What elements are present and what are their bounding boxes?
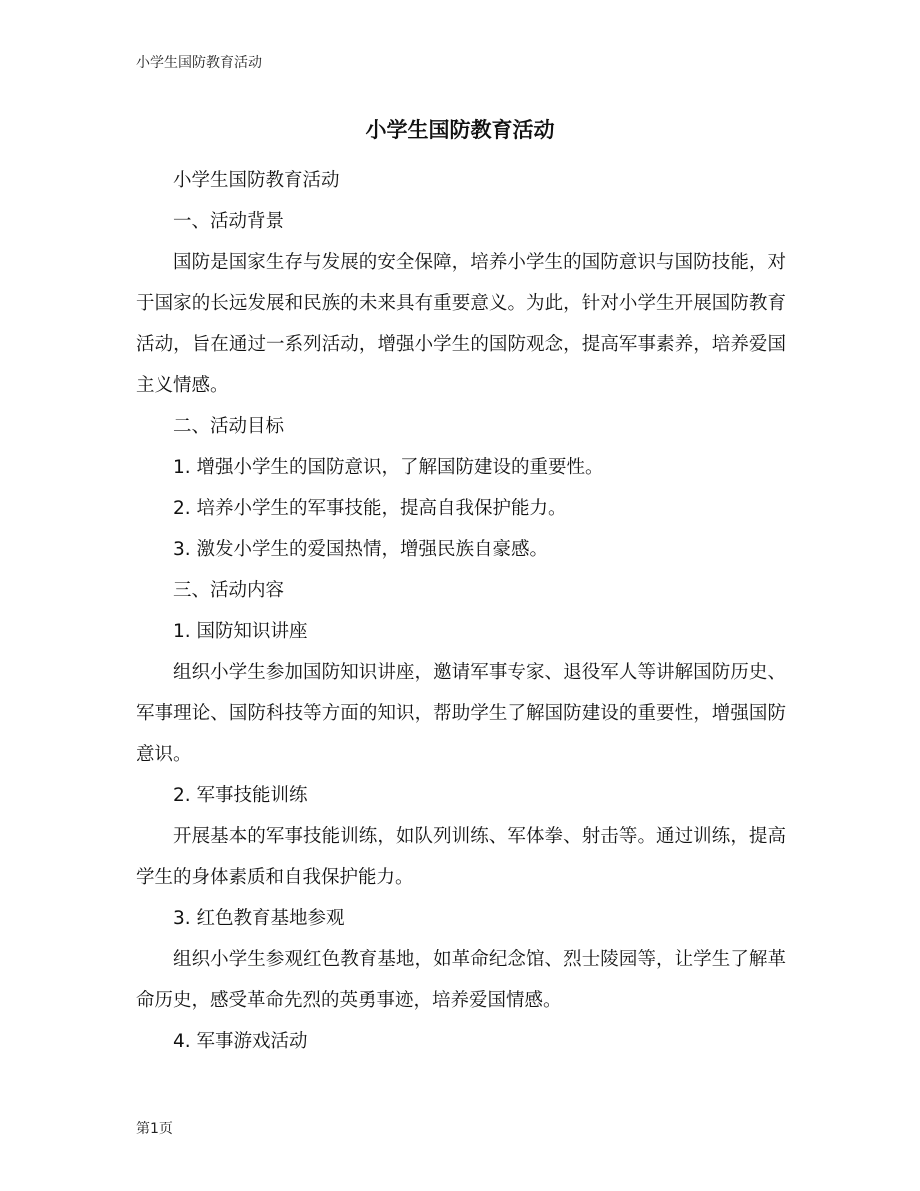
subheading: 4. 军事游戏活动	[173, 1031, 308, 1052]
section-heading: 一、活动背景	[173, 211, 285, 232]
paragraph: 组织小学生参观红色教育基地，如革命纪念馆、烈士陵园等，让学生了解革命历史，感受革命先烈的英勇事迹，培养爱国情感。	[136, 949, 786, 1011]
paragraph: 组织小学生参加国防知识讲座，邀请军事专家、退役军人等讲解国防历史、军事理论、国防科技等方面的知识，帮助学生了解国防建设的重要性，增强国防意识。	[136, 662, 786, 765]
paragraph: 小学生国防教育活动	[173, 170, 340, 191]
page-number: 第1页	[136, 1121, 173, 1137]
list-item: 2. 培养小学生的军事技能，提高自我保护能力。	[173, 498, 567, 519]
list-item: 1. 增强小学生的国防意识，了解国防建设的重要性。	[173, 457, 604, 478]
section-heading: 二、活动目标	[173, 416, 285, 437]
subheading: 3. 红色教育基地参观	[173, 908, 345, 929]
paragraph: 开展基本的军事技能训练，如队列训练、军体拳、射击等。通过训练，提高学生的身体素质和自我保护能力。	[136, 826, 786, 888]
list-item: 3. 激发小学生的爱国热情，增强民族自豪感。	[173, 539, 549, 560]
document-body	[136, 160, 786, 1062]
subheading: 1. 国防知识讲座	[173, 621, 308, 642]
paragraph: 国防是国家生存与发展的安全保障，培养小学生的国防意识与国防技能，对于国家的长远发展和民族的未来具有重要意义。为此，针对小学生开展国防教育活动，旨在通过一系列活动，增强小学生的国防观念，提高军事素养，培养爱国主义情感。	[136, 252, 786, 396]
subheading: 2. 军事技能训练	[173, 785, 308, 806]
page-header: 小学生国防教育活动	[136, 55, 262, 71]
section-heading: 三、活动内容	[173, 580, 285, 601]
document-title: 小学生国防教育活动	[365, 118, 555, 142]
